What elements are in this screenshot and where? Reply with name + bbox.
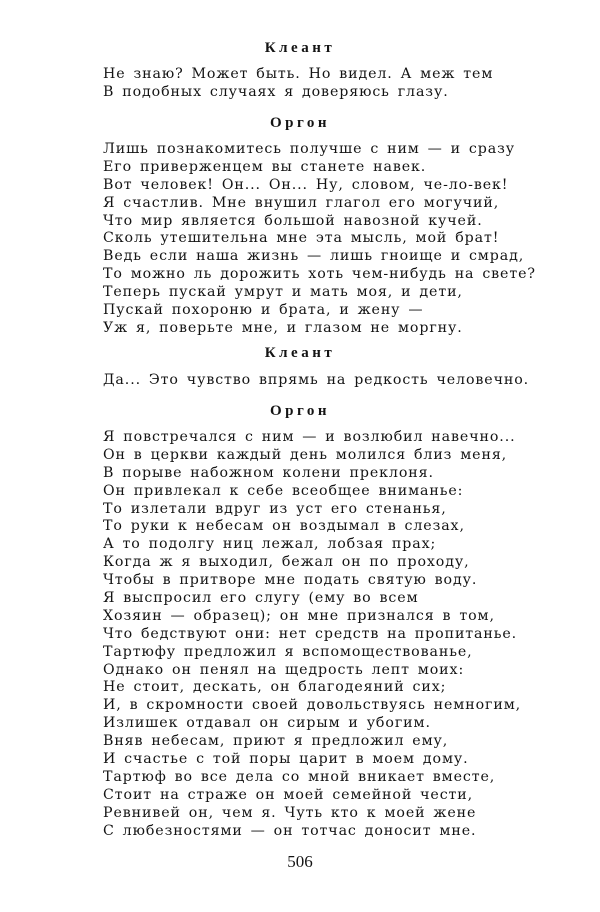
speaker-heading-orgon: Оргон [269, 403, 331, 419]
verse-line: А то подолгу ниц лежал, лобзая прах; [103, 536, 437, 553]
verse-line: То можно ль дорожить хоть чем-нибудь на свете? [103, 266, 536, 283]
verse-line: Когда ж я выходил, бежал он по проходу, [103, 554, 470, 571]
verse-line: То руки к небесам он воздымал в слезах, [103, 518, 465, 535]
verse-line: Ревнивей он, чем я. Чуть кто к моей жене [103, 804, 477, 821]
verse-line: В порыве набожном колени преклоня. [103, 464, 434, 481]
verse-line: Не стоит, дескать, он благодеяний сих; [103, 679, 447, 696]
page-number: 506 [287, 852, 313, 871]
verse-line: И счастье с той поры царит в моем дому. [103, 751, 469, 768]
speaker-heading-kleant: Клеант [264, 345, 336, 361]
verse-line: И, в скромности своей довольствуясь немногим, [103, 697, 522, 714]
verse-line: Я выспросил его слугу (ему во всем [103, 590, 419, 607]
verse-line: С любезностями — он тотчас доносит мне. [103, 822, 477, 839]
verse-line: Пускай похороню и брата, и жену — [103, 302, 424, 319]
verse-line: Я повстречался с ним — и возлюбил навечно... [103, 429, 516, 445]
verse-line: Хозяин — образец); он мне признался в том, [103, 607, 495, 624]
verse-line: Он в церкви каждый день молился близ меня, [103, 446, 508, 463]
verse-block-orgon-1 [103, 141, 563, 338]
verse-line: Сколь утешительна мне эта мысль, мой брат! [103, 230, 500, 247]
verse-line: Ведь если наша жизнь — лишь гноище и смрад, [103, 248, 525, 265]
speaker-heading-kleant: Клеант [264, 40, 336, 56]
verse-line: Вот человек! Он... Он... Ну, словом, че-ло-век! [103, 176, 509, 193]
verse-line: Уж я, поверьте мне, и глазом не моргну. [103, 319, 463, 336]
verse-line: Да... Это чувство впрямь на редкость человечно. [103, 372, 530, 388]
speaker-heading-orgon: Оргон [269, 115, 331, 131]
verse-block-kleant-2 [103, 372, 563, 390]
verse-line: То излетали вдруг из уст его стенанья, [103, 500, 447, 517]
verse-line: Лишь познакомитесь получше с ним — и сразу [103, 141, 515, 157]
verse-block-orgon-2 [103, 429, 563, 840]
verse-line: Чтобы в притворе мне подать святую воду. [103, 572, 478, 589]
verse-line: Тартюф во все дела со мной вникает вместе, [103, 768, 496, 785]
verse-line: Я счастлив. Мне внушил глагол его могучий, [103, 194, 500, 211]
verse-line: Он привлекал к себе всеобщее вниманье: [103, 482, 464, 499]
verse-block-kleant-1 [103, 66, 563, 102]
verse-line: Что мир является большой навозной кучей. [103, 212, 483, 229]
verse-line: Теперь пускай умрут и мать моя, и дети, [103, 284, 463, 301]
verse-line: Вняв небесам, приют я предложил ему, [103, 733, 449, 750]
verse-line: Не знаю? Может быть. Но видел. А меж тем [103, 66, 494, 82]
verse-line: Излишек отдавал он сирым и убогим. [103, 715, 431, 732]
verse-line: Тартюфу предложил я вспомоществованье, [103, 643, 473, 660]
verse-line: Однако он пенял на щедрость лепт моих: [103, 661, 465, 678]
verse-line: Стоит на страже он моей семейной чести, [103, 786, 474, 803]
verse-line: Что бедствуют они: нет средств на пропитанье. [103, 625, 518, 642]
verse-line: Его приверженцем вы станете навек. [103, 158, 427, 175]
verse-line: В подобных случаях я доверяюсь глазу. [103, 83, 449, 100]
